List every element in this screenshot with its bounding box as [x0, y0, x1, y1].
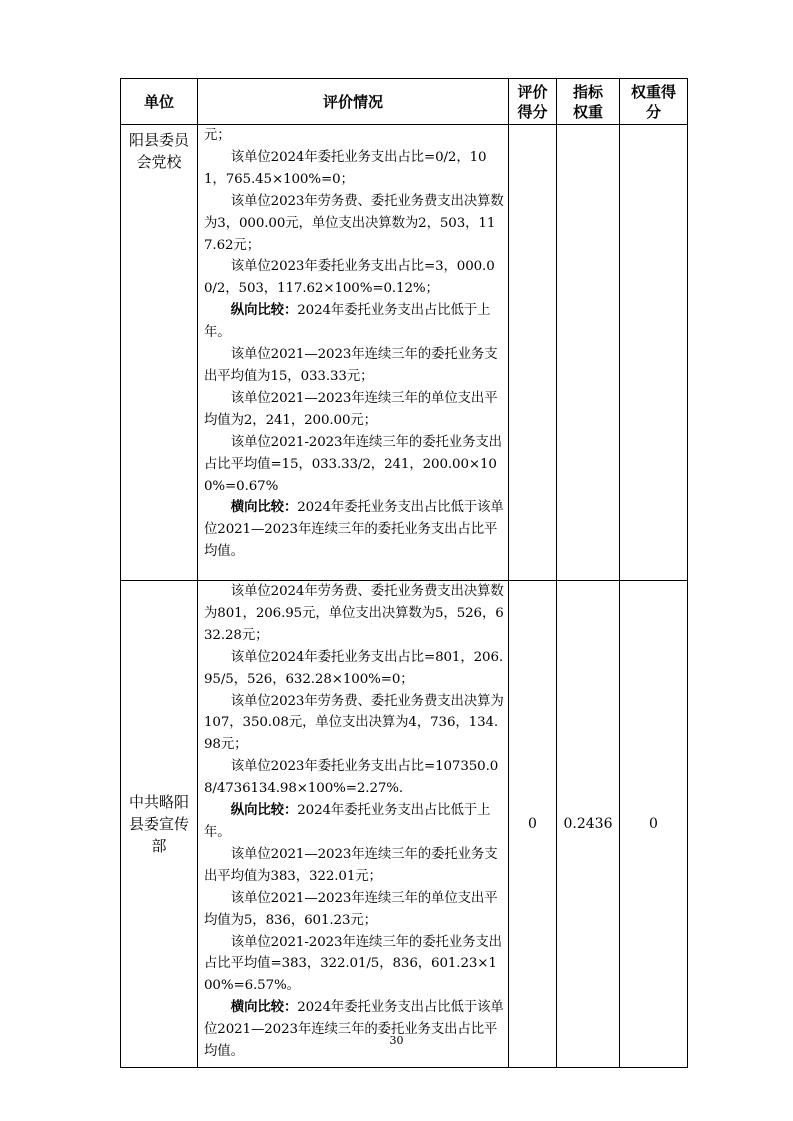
- score-cell: 0: [509, 581, 557, 1068]
- evaluation-line: 该单位2023年劳务费、委托业务费支出决算数为3，000.00元，单位支出决算数为2，503，117.62元；: [204, 193, 504, 253]
- table-row: [121, 581, 688, 1068]
- horizontal-comparison-label: 横向比较：: [230, 500, 298, 516]
- evaluation-line: 该单位2024年委托业务支出占比=0/2，101，765.45×100%=0；: [204, 149, 487, 187]
- evaluation-table: [120, 78, 688, 1068]
- evaluation-line: 该单位2021—2023年连续三年的委托业务支出平均值为383，322.01元；: [204, 846, 498, 884]
- header-evaluation: 评价情况: [198, 79, 509, 125]
- table-row: [121, 125, 688, 581]
- evaluation-line: 该单位2021—2023年连续三年的委托业务支出平均值为15，033.33元；: [204, 347, 498, 384]
- header-unit: 单位: [121, 79, 198, 125]
- weight-cell: 0.2436: [557, 581, 620, 1068]
- evaluation-line: 该单位2024年委托业务支出占比=801，206.95/5，526，632.28×100%=0；: [204, 649, 504, 687]
- page-number: 30: [389, 1034, 404, 1047]
- weight-cell: [557, 125, 620, 581]
- evaluation-line: 该单位2021-2023年连续三年的委托业务支出占比平均值=15，033.33/2，241，200.00×100%=0.67%: [204, 434, 502, 494]
- header-score-line2: 得分: [517, 102, 548, 121]
- header-weighted-line2: 分: [645, 102, 661, 121]
- vertical-comparison: [204, 800, 505, 844]
- evaluation-text: [198, 581, 509, 1068]
- evaluation-line: 2024年委托业务支出占比低于上年。: [204, 303, 491, 341]
- horizontal-comparison-label: 横向比较：: [230, 1000, 298, 1016]
- header-weighted-line1: 权重得: [630, 82, 676, 101]
- header-weight: [557, 79, 620, 125]
- unit-name: 阳县委员会党校: [121, 125, 198, 581]
- weighted-score-cell: 0: [620, 581, 688, 1068]
- header-weighted-score: [620, 79, 688, 125]
- vertical-comparison-label: 纵向比较：: [230, 303, 298, 319]
- header-weight-line1: 指标: [572, 82, 603, 101]
- evaluation-line: 该单位2021—2023年连续三年的单位支出平均值为2，241，200.00元；: [204, 390, 498, 428]
- table-header-row: [121, 79, 688, 125]
- header-score-line1: 评价: [517, 82, 548, 101]
- vertical-comparison: [204, 300, 505, 344]
- header-weight-line2: 权重: [572, 102, 603, 121]
- evaluation-text: [198, 125, 509, 581]
- evaluation-line: 元；: [204, 128, 231, 143]
- horizontal-comparison: [204, 997, 505, 1063]
- weighted-score-cell: [620, 125, 688, 581]
- header-score: [509, 79, 557, 125]
- score-cell: [509, 125, 557, 581]
- evaluation-line: 该单位2021-2023年连续三年的委托业务支出占比平均值=383，322.01/5，836，601.23×100%=6.57%。: [204, 934, 502, 994]
- evaluation-line: 该单位2021—2023年连续三年的单位支出平均值为5，836，601.23元；: [204, 890, 498, 928]
- vertical-comparison-label: 纵向比较：: [230, 803, 298, 819]
- evaluation-line: 该单位2023年委托业务支出占比=3，000.00/2，503，117.62×100%=0.12%；: [204, 259, 495, 297]
- horizontal-comparison: [204, 497, 505, 563]
- evaluation-line: 2024年委托业务支出占比低于该单位2021—2023年连续三年的委托业务支出占比平均值。: [204, 1000, 504, 1060]
- evaluation-line: 2024年委托业务支出占比低于该单位2021—2023年连续三年的委托业务支出占比平均值。: [204, 500, 504, 560]
- evaluation-line: 该单位2023年委托业务支出占比=107350.08/4736134.98×100%=2.27%.: [204, 759, 499, 797]
- evaluation-line: 该单位2024年劳务费、委托业务费支出决算数为801，206.95元，单位支出决算数为5，526，632.28元；: [204, 584, 504, 643]
- unit-name: 中共略阳县委宣传部: [121, 581, 198, 1068]
- evaluation-line: 2024年委托业务支出占比低于上年。: [204, 803, 491, 840]
- evaluation-line: 该单位2023年劳务费、委托业务费支出决算为107，350.08元，单位支出决算为4，736，134.98元；: [204, 693, 504, 753]
